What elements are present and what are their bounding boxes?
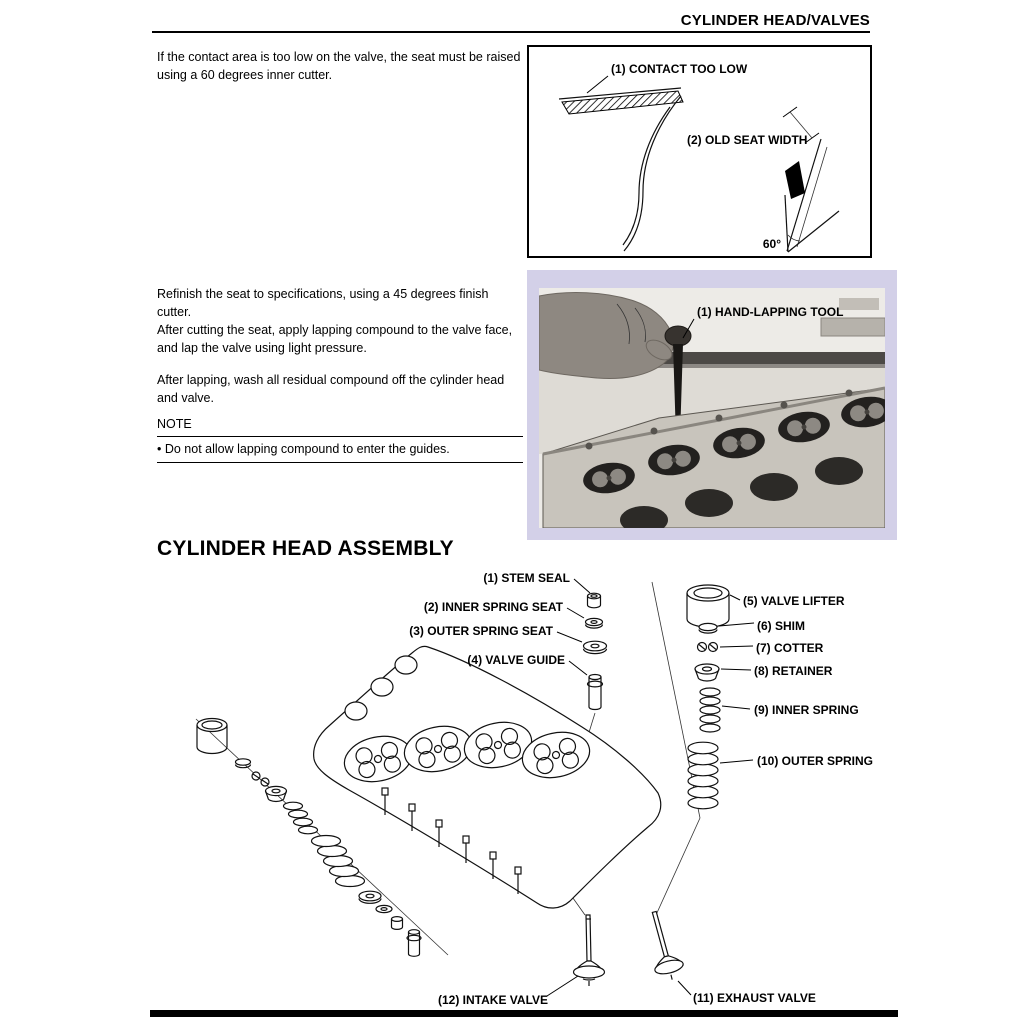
note-item: • Do not allow lapping compound to enter the guides.: [157, 442, 450, 456]
hand-lapping-photo: [527, 270, 897, 540]
valve-lifter-part: [687, 585, 729, 627]
label-shim: (6) SHIM: [757, 619, 805, 633]
label-inner-spring: (9) INNER SPRING: [754, 703, 859, 717]
label-angle-60: 60°: [762, 237, 781, 251]
retainer-part: [695, 664, 719, 681]
intake-valve: [574, 915, 605, 986]
label-contact-too-low: (1) CONTACT TOO LOW: [611, 62, 748, 76]
label-valve-lifter: (5) VALVE LIFTER: [743, 594, 845, 608]
seat-cutter-diagram: [529, 47, 870, 256]
intro-paragraph: If the contact area is too low on the valve, the seat must be raised using a 60 degrees inner cutter.: [157, 50, 521, 82]
retainer-left: [266, 786, 287, 801]
outer-spring-seat-left: [359, 891, 381, 903]
hand-lapping-photo-image: [539, 288, 885, 528]
label-cotter: (7) COTTER: [756, 641, 824, 655]
assembly-heading: CYLINDER HEAD ASSEMBLY: [157, 537, 454, 560]
outer-spring-left: [312, 836, 365, 887]
refinish-paragraph-3: After lapping, wash all residual compound off the cylinder head and valve.: [157, 373, 505, 405]
stem-seal-part: [588, 593, 601, 608]
shim-part: [699, 623, 717, 633]
note-rule-top: [157, 436, 523, 437]
refinish-paragraph-1: Refinish the seat to specifications, using a 45 degrees finish cutter.: [157, 287, 489, 319]
valve-lifter-left: [197, 719, 227, 754]
cylinder-head-assembly-diagram: [150, 563, 890, 1015]
note-rule-bottom: [157, 462, 523, 463]
valve-guide-part: [588, 675, 603, 710]
seat-diagram-box: [527, 45, 872, 258]
label-outer-spring: (10) OUTER SPRING: [757, 754, 874, 768]
cylinder-head-block: [314, 646, 661, 908]
outer-spring-seat-part: [584, 641, 607, 653]
label-inner-spring-seat: (2) INNER SPRING SEAT: [423, 600, 563, 614]
label-stem-seal: (1) STEM SEAL: [483, 571, 570, 585]
label-old-seat-width: (2) OLD SEAT WIDTH: [687, 133, 808, 147]
page-header-title: CYLINDER HEAD/VALVES: [680, 12, 870, 29]
seal-and-seat-parts: [584, 593, 607, 709]
inner-spring-left: [284, 802, 318, 834]
label-valve-guide: (4) VALVE GUIDE: [467, 653, 565, 667]
refinish-paragraph-2: After cutting the seat, apply lapping compound to the valve face, and lap the valve using light pressure.: [157, 323, 513, 355]
page-bottom-bar: [150, 1010, 898, 1017]
valve-guide-left: [407, 930, 421, 957]
cotter-part: [698, 643, 718, 652]
stem-seal-left: [392, 917, 403, 930]
inner-spring-seat-left: [376, 905, 392, 912]
label-intake-valve: (12) INTAKE VALVE: [438, 993, 549, 1007]
label-hand-lapping-tool: (1) HAND-LAPPING TOOL: [697, 305, 844, 319]
exhaust-valve: [641, 908, 686, 983]
inner-spring-seat-part: [586, 618, 603, 628]
note-heading: NOTE: [157, 417, 192, 431]
header-rule: [152, 31, 870, 33]
label-exhaust-valve: (11) EXHAUST VALVE: [693, 991, 816, 1005]
outer-spring-part: [688, 742, 718, 809]
right-valve-train-parts: [687, 585, 729, 809]
label-retainer: (8) RETAINER: [754, 664, 833, 678]
shim-left: [236, 759, 251, 768]
inner-spring-part: [700, 688, 720, 732]
label-outer-spring-seat: (3) OUTER SPRING SEAT: [409, 624, 553, 638]
